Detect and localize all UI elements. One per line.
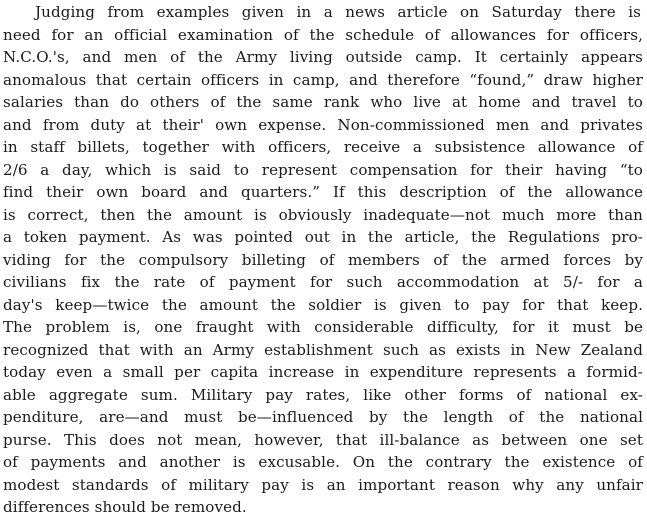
text-line: viding for the compulsory billeting of members of the armed forces by [3,250,643,269]
text-line: The problem is, one fraught with considerable difficulty, for it must be [3,318,643,336]
text-line: anomalous that certain officers in camp, and therefore “found,” draw higher [3,70,643,89]
text-line: 2/6 a day, which is said to represent compensation for their having “to [3,160,643,179]
text-line: modest standards of military pay is an important reason why any unfair [3,475,643,494]
text-line: salaries than do others of the same rank who live at home and travel to [3,93,643,111]
text-line: is correct, then the amount is obviously inadequate—not much more than [3,205,643,224]
text-line: day's keep—twice the amount the soldier is given to pay for that keep. [3,295,643,314]
article-body [3,0,647,520]
text-line: need for an official examination of the schedule of allowances for officers, [3,25,643,44]
text-line: in staff billets, together with officers, receive a subsistence allowance of [3,138,643,156]
text-line: a token payment. As was pointed out in the article, the Regulations pro- [3,228,643,246]
text-line: today even a small per capita increase in expenditure represents a formid- [3,363,643,381]
text-line: and from duty at their' own expense. Non-commissioned men and privates [3,115,643,134]
text-line: able aggregate sum. Military pay rates, like other forms of national ex- [3,385,643,404]
text-line: find their own board and quarters.” If this description of the allowance [3,183,643,201]
text-line: penditure, are—and must be—influenced by the length of the national [3,408,643,426]
text-line: N.C.O.'s, and men of the Army living outside camp. It certainly appears [3,48,643,66]
text-line: Judging from examples given in a news article on Saturday there is [35,3,641,21]
text-line: differences should be removed. [3,498,247,516]
text-line: of payments and another is excusable. On the contrary the existence of [3,453,643,471]
text-line: purse. This does not mean, however, that ill-balance as between one set [3,430,643,449]
text-line: civilians fix the rate of payment for such accommodation at 5/- for a [3,273,643,291]
text-line: recognized that with an Army establishment such as exists in New Zealand [3,340,643,359]
